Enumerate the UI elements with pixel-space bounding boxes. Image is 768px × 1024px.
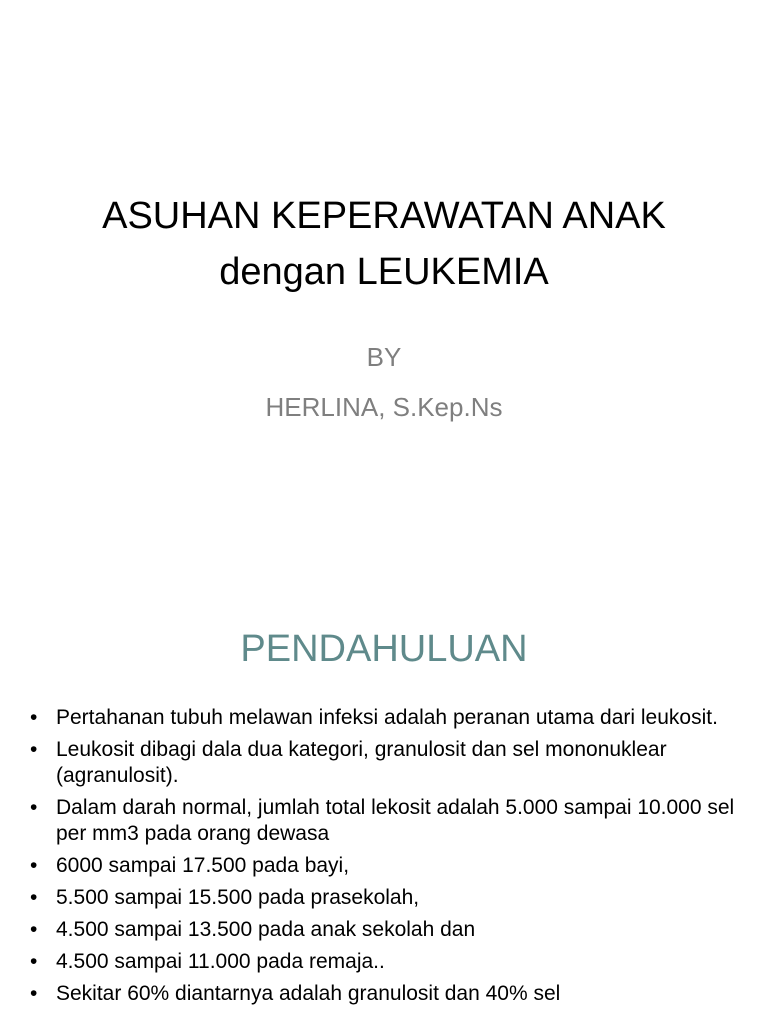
bullet-item — [28, 705, 740, 731]
bullet-item — [28, 885, 740, 911]
bullet-icon: • — [30, 854, 38, 877]
bullet-icon: • — [30, 950, 38, 973]
bullet-text: 6000 sampai 17.500 pada bayi, — [56, 854, 350, 877]
bullet-text: Dalam darah normal, jumlah total lekosit adalah 5.000 sampai 10.000 sel per mm3 pada orang dewasa — [56, 796, 735, 845]
slide-pendahuluan — [0, 576, 768, 1024]
subtitle-by: BY — [366, 342, 402, 372]
slide-heading: PENDAHULUAN — [240, 628, 528, 670]
subtitle-author: HERLINA, S.Kep.Ns — [265, 392, 503, 422]
bullet-text: Pertahanan tubuh melawan infeksi adalah peranan utama dari leukosit. — [56, 706, 718, 729]
bullet-text: 4.500 sampai 11.000 pada remaja.. — [56, 950, 385, 973]
bullet-item — [28, 737, 740, 789]
bullet-text: 5.500 sampai 15.500 pada prasekolah, — [56, 886, 420, 909]
bullet-text: Sekitar 60% diantarnya adalah granulosit dan 40% sel — [56, 982, 561, 1005]
bullet-text: 4.500 sampai 13.500 pada anak sekolah dan — [56, 918, 476, 941]
bullet-item — [28, 917, 740, 943]
bullet-icon: • — [30, 796, 38, 819]
title-line-1: ASUHAN KEPERAWATAN ANAK — [102, 195, 666, 237]
bullet-icon: • — [30, 982, 38, 1005]
bullet-icon: • — [30, 738, 38, 761]
slide-title-heading — [40, 188, 728, 300]
bullet-icon: • — [30, 706, 38, 729]
bullet-item — [28, 981, 740, 1007]
bullet-icon: • — [30, 886, 38, 909]
bullet-item — [28, 795, 740, 847]
bullet-icon: • — [30, 918, 38, 941]
slide-subtitle — [40, 332, 728, 432]
title-line-2: dengan LEUKEMIA — [219, 251, 549, 293]
bullet-item — [28, 853, 740, 879]
bullet-item — [28, 949, 740, 975]
bullet-text: Leukosit dibagi dala dua kategori, granulosit dan sel mononuklear (agranulosit). — [56, 738, 667, 787]
bullet-list — [28, 705, 740, 1013]
